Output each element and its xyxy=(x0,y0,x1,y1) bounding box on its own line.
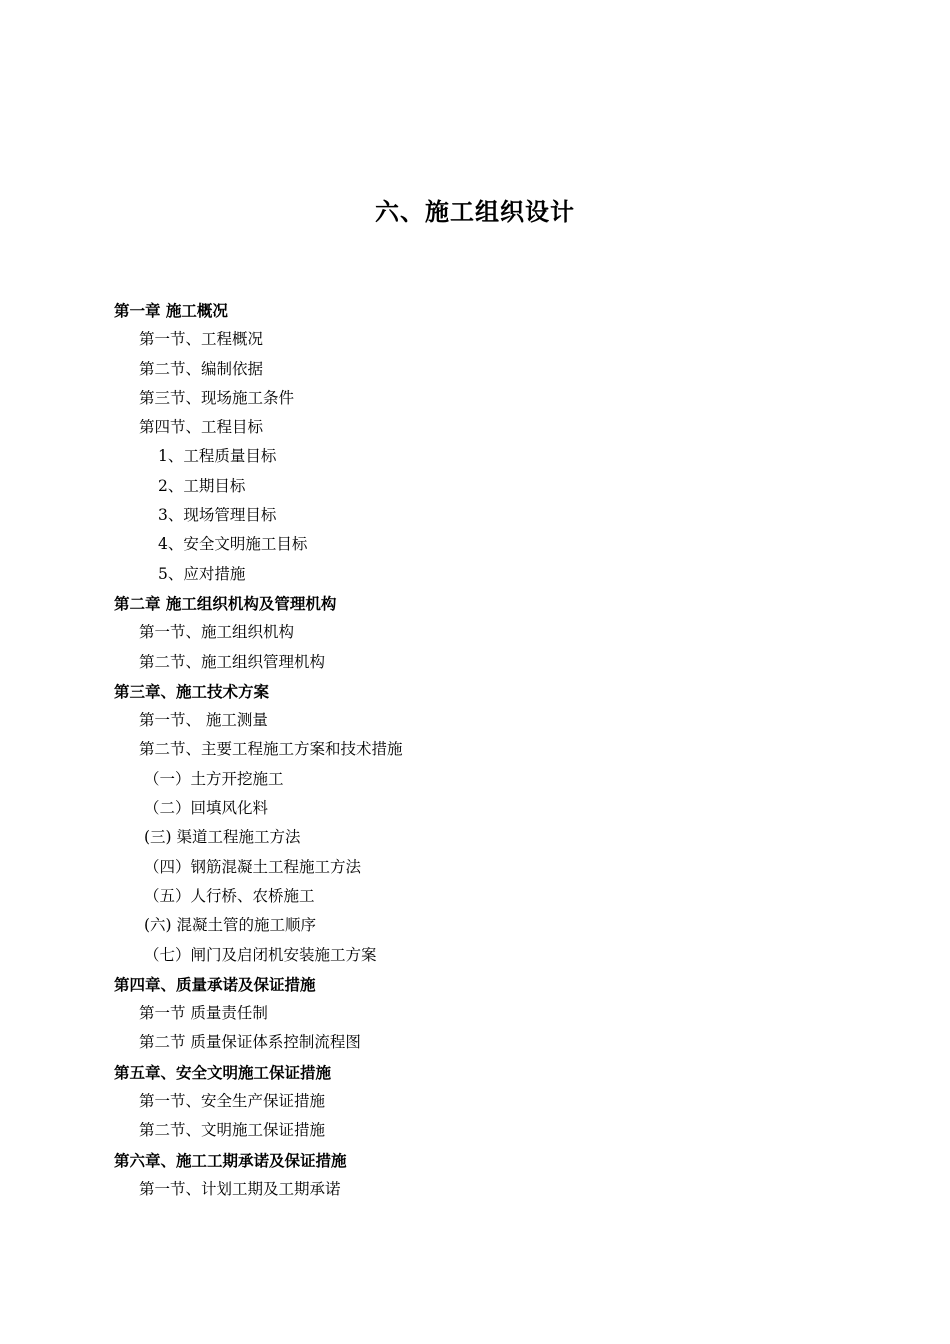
toc-section: 第一节、工程概况 xyxy=(139,330,264,349)
toc-item: 3、现场管理目标 xyxy=(158,506,277,525)
toc-item: 1、工程质量目标 xyxy=(158,447,277,466)
toc-chapter: 第六章、施工工期承诺及保证措施 xyxy=(114,1150,347,1170)
toc-subitem: （四）钢筋混凝土工程施工方法 xyxy=(144,857,362,876)
toc-section: 第二节 质量保证体系控制流程图 xyxy=(139,1033,361,1052)
toc-section: 第一节、计划工期及工期承诺 xyxy=(139,1179,341,1198)
toc-item: 4、安全文明施工目标 xyxy=(158,535,308,554)
toc-section: 第二节、施工组织管理机构 xyxy=(139,652,326,671)
toc-section: 第一节、 施工测量 xyxy=(139,711,268,730)
toc-subitem: （二）回填风化料 xyxy=(144,799,269,818)
toc-section: 第一节 质量责任制 xyxy=(139,1004,268,1023)
toc-section: 第一节、安全生产保证措施 xyxy=(139,1092,326,1111)
table-of-contents xyxy=(114,296,874,1204)
toc-subitem: （五）人行桥、农桥施工 xyxy=(144,886,315,905)
toc-section: 第四节、工程目标 xyxy=(139,418,264,437)
toc-subitem: （一）土方开挖施工 xyxy=(144,769,284,788)
toc-chapter: 第三章、施工技术方案 xyxy=(114,681,270,701)
toc-subitem: (三) 渠道工程施工方法 xyxy=(144,828,301,847)
toc-section: 第三节、现场施工条件 xyxy=(139,388,295,407)
toc-section: 第二节、编制依据 xyxy=(139,359,264,378)
toc-chapter: 第五章、安全文明施工保证措施 xyxy=(114,1062,332,1082)
toc-chapter: 第一章 施工概况 xyxy=(114,301,228,320)
toc-subitem: (六) 混凝土管的施工顺序 xyxy=(144,916,317,935)
toc-chapter: 第四章、质量承诺及保证措施 xyxy=(114,974,316,994)
toc-section: 第一节、施工组织机构 xyxy=(139,623,295,642)
toc-chapter: 第二章 施工组织机构及管理机构 xyxy=(114,593,337,613)
toc-item: 5、应对措施 xyxy=(158,564,246,583)
toc-section: 第二节、主要工程施工方案和技术措施 xyxy=(139,740,403,759)
page-title: 六、施工组织设计 xyxy=(375,197,575,226)
toc-item: 2、工期目标 xyxy=(158,476,246,495)
toc-section: 第二节、文明施工保证措施 xyxy=(139,1121,326,1140)
toc-subitem: （七）闸门及启闭机安装施工方案 xyxy=(144,945,377,964)
